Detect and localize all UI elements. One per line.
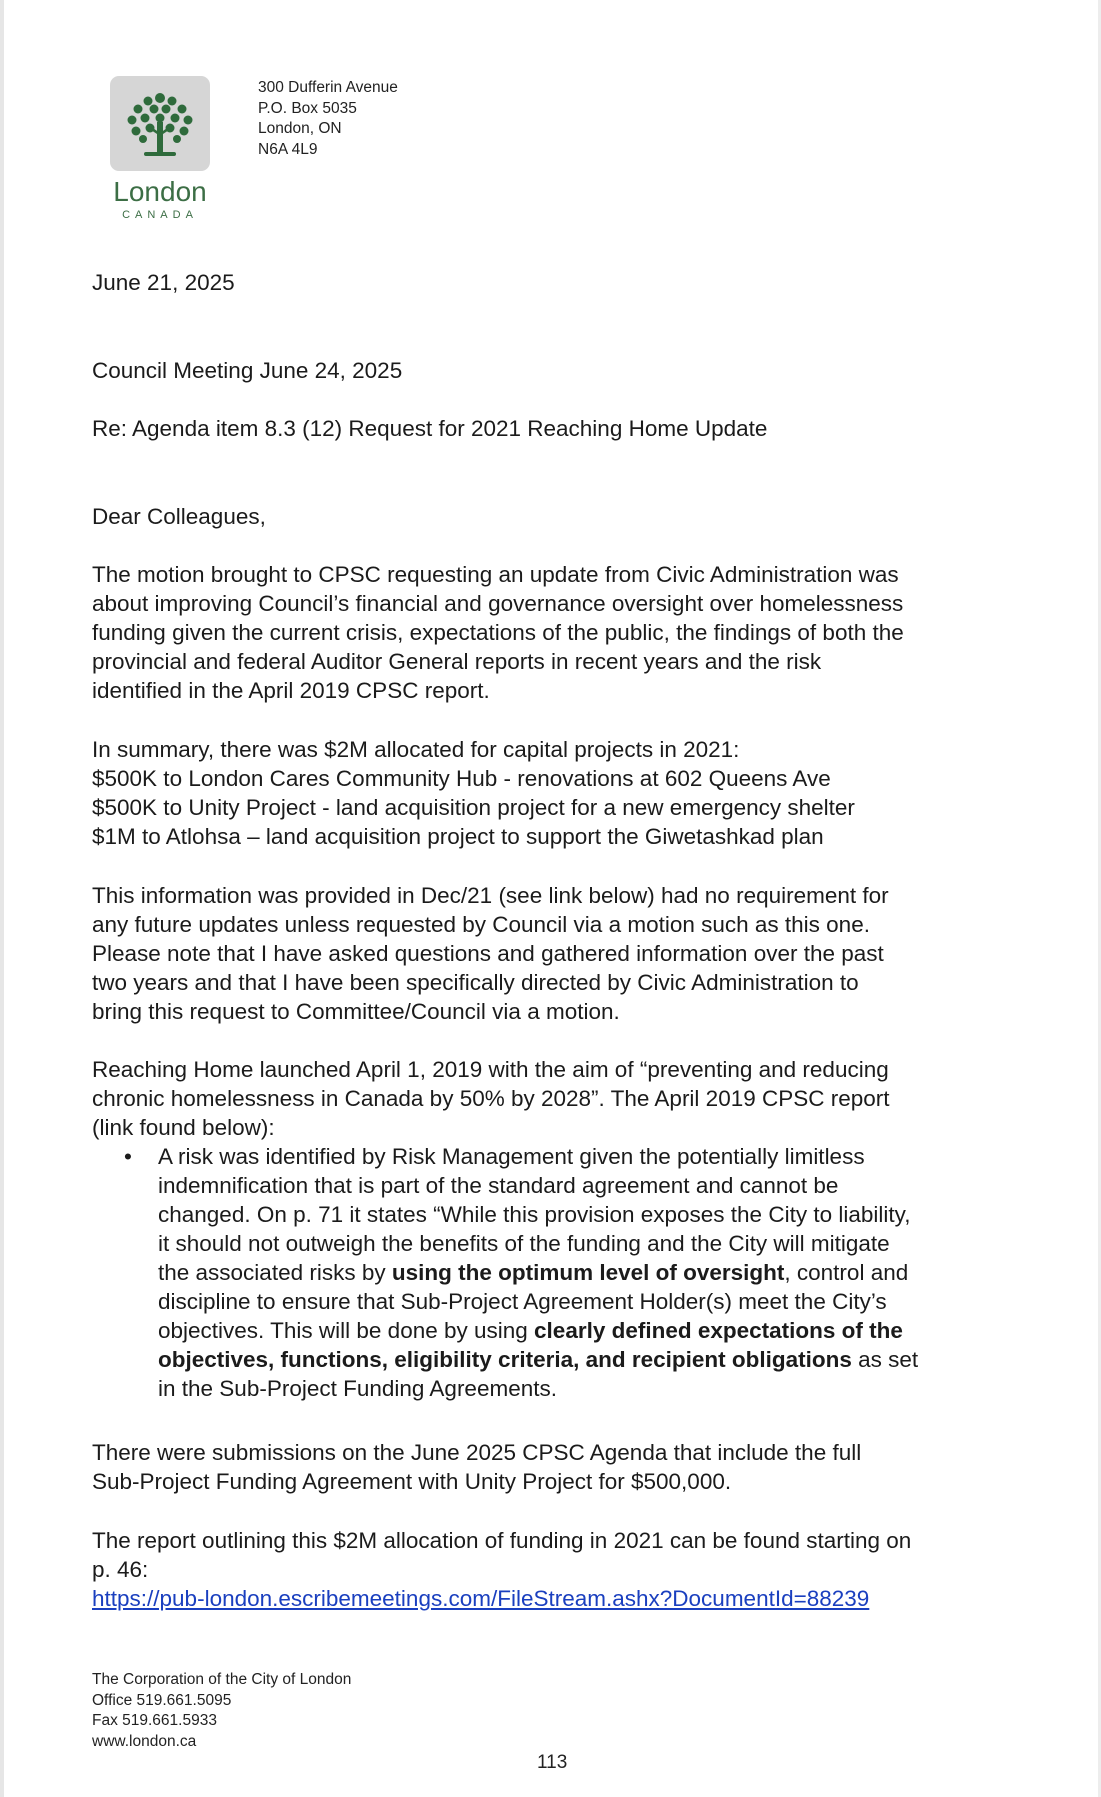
paragraph-summary — [92, 735, 1022, 851]
text-line: objectives. This will be done by using clearly defined expectations of the — [158, 1318, 903, 1343]
text-line: Sub-Project Funding Agreement with Unity Project for $500,000. — [92, 1469, 732, 1494]
paragraph-reaching-home — [92, 1055, 1022, 1403]
sender-address — [258, 78, 398, 160]
text-line: any future updates unless requested by Council via a motion such as this one. — [92, 912, 870, 937]
paragraph-report — [92, 1526, 1022, 1613]
page-number: 113 — [537, 1752, 568, 1773]
paragraph-information — [92, 881, 1022, 1026]
bold-phrase: clearly defined expectations of the — [534, 1318, 903, 1343]
footer-line: Office 519.661.5095 — [92, 1691, 232, 1709]
address-line: 300 Dufferin Avenue — [258, 79, 398, 96]
logo-subtitle: CANADA — [122, 209, 198, 221]
bold-phrase: using the optimum level of oversight — [391, 1260, 785, 1285]
text-line: A risk was identified by Risk Management given the potentially limitless — [158, 1144, 865, 1169]
tree-logo-icon — [110, 76, 210, 171]
page-edge-left — [0, 0, 4, 1797]
text-line: This information was provided in Dec/21 (see link below) had no requirement for — [92, 883, 889, 908]
letter-date: June 21, 2025 — [92, 270, 235, 295]
footer-line: Fax 519.661.5933 — [92, 1712, 217, 1729]
text-line: provincial and federal Auditor General reports in recent years and the risk — [92, 649, 822, 674]
text-line: in the Sub-Project Funding Agreements. — [158, 1376, 557, 1401]
text-line: chronic homelessness in Canada by 50% by 2028”. The April 2019 CPSC report — [92, 1086, 890, 1111]
address-line: N6A 4L9 — [258, 140, 318, 158]
bullet-marker: • — [124, 1144, 132, 1169]
text-line: There were submissions on the June 2025 CPSC Agenda that include the full — [92, 1440, 862, 1465]
text-line: objectives, functions, eligibility criteria, and recipient obligations as set — [158, 1347, 919, 1372]
text-line: the associated risks by using the optimum level of oversight, control and — [158, 1260, 909, 1285]
subject-line: Re: Agenda item 8.3 (12) Request for 2021 Reaching Home Update — [92, 416, 768, 441]
text-line: The report outlining this $2M allocation of funding in 2021 can be found starting on — [92, 1528, 912, 1553]
bold-phrase: objectives, functions, eligibility criteria, and recipient obligations — [158, 1347, 852, 1372]
text-line: In summary, there was $2M allocated for capital projects in 2021: — [92, 737, 740, 762]
text-line: $500K to London Cares Community Hub - renovations at 602 Queens Ave — [92, 766, 831, 791]
text-line: $500K to Unity Project - land acquisition project for a new emergency shelter — [92, 795, 855, 820]
text-line: two years and that I have been specifically directed by Civic Administration to — [92, 970, 859, 995]
text-line: Reaching Home launched April 1, 2019 with the aim of “preventing and reducing — [92, 1057, 889, 1082]
text-line: (link found below): — [92, 1115, 275, 1140]
footer-contact — [92, 1670, 351, 1752]
text-line: p. 46: — [92, 1557, 149, 1582]
meeting-line: Council Meeting June 24, 2025 — [92, 358, 403, 383]
address-line: London, ON — [258, 120, 342, 137]
text-line: changed. On p. 71 it states “While this provision exposes the City to liability, — [158, 1202, 911, 1227]
text-line: Please note that I have asked questions and gathered information over the past — [92, 941, 884, 966]
text-line: funding given the current crisis, expectations of the public, the findings of both the — [92, 620, 904, 645]
text-line: indemnification that is part of the standard agreement and cannot be — [158, 1173, 839, 1198]
paragraph-motion — [92, 560, 1022, 705]
text-line: about improving Council’s financial and governance oversight over homelessness — [92, 591, 904, 616]
text-line: discipline to ensure that Sub-Project Agreement Holder(s) meet the City’s — [158, 1289, 887, 1314]
footer-line: The Corporation of the City of London — [92, 1671, 352, 1688]
footer-line: www.london.ca — [92, 1732, 197, 1750]
salutation: Dear Colleagues, — [92, 504, 266, 529]
text-line: bring this request to Committee/Council via a motion. — [92, 999, 620, 1024]
paragraph-submissions — [92, 1438, 1022, 1496]
bullet-item-risk — [92, 1142, 1022, 1403]
text-line: identified in the April 2019 CPSC report. — [92, 678, 490, 703]
text-line: The motion brought to CPSC requesting an update from Civic Administration was — [92, 562, 899, 587]
logo-wordmark: London — [113, 176, 207, 207]
address-line: P.O. Box 5035 — [258, 99, 357, 117]
report-link[interactable]: https://pub-london.escribemeetings.com/FileStream.ashx?DocumentId=88239 — [92, 1586, 870, 1611]
text-line: $1M to Atlohsa – land acquisition project to support the Giwetashkad plan — [92, 824, 824, 849]
text-line: it should not outweigh the benefits of the funding and the City will mitigate — [158, 1231, 890, 1256]
